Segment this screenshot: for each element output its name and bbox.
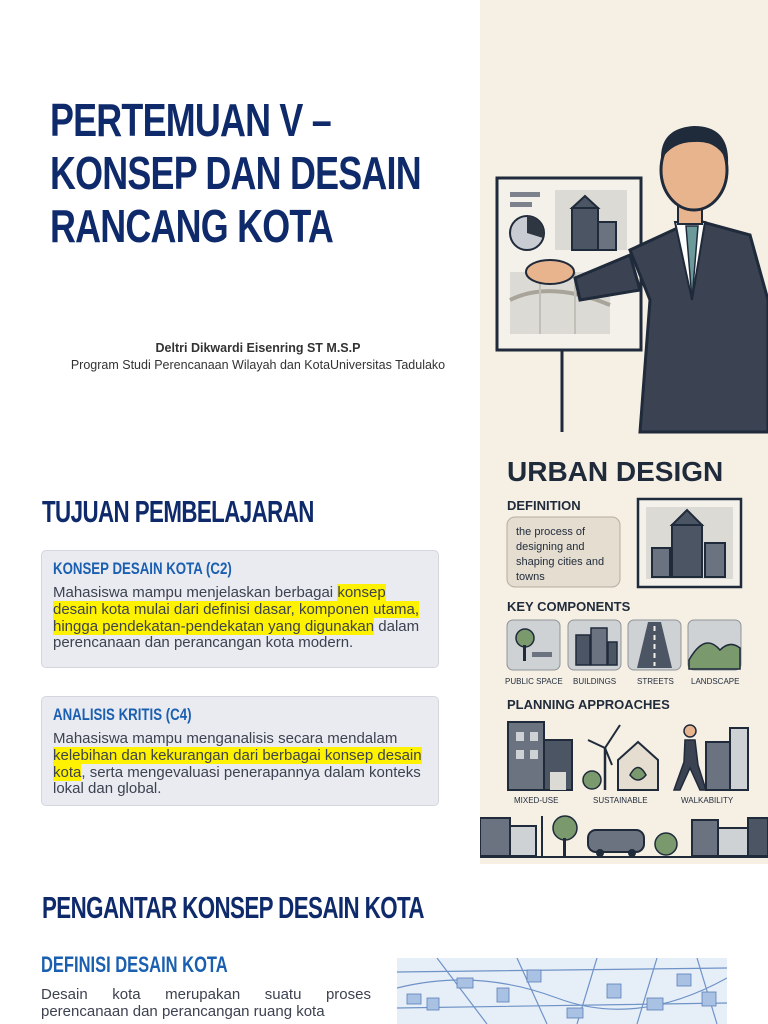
page-title: PERTEMUAN V – KONSEP DAN DESAIN RANCANG KOTA (50, 94, 421, 252)
approaches-label: PLANNING APPROACHES (507, 697, 670, 712)
illustration-svg (480, 0, 768, 864)
street-scene-icon (480, 816, 768, 857)
buildings-icon (568, 620, 621, 670)
city-frame-icon (638, 499, 741, 587)
definition-line: towns (516, 571, 545, 583)
public-space-icon (507, 620, 560, 670)
author-name: Deltri Dikwardi Eisenring ST M.S.P (155, 341, 361, 355)
approach-label: WALKABILITY (681, 796, 734, 805)
definition-line: the process of (516, 526, 586, 538)
card-text: Mahasiswa mampu menganalisis secara mendalam (53, 730, 398, 747)
approach-label: MIXED-USE (514, 796, 559, 805)
card-highlight: konsep desain kota mulai dari definisi dasar, komponen utama, hingga pendekatan-pendekatan yang digunakan (53, 584, 420, 635)
blueprint-svg (397, 958, 727, 1024)
objective-card-c2 (41, 550, 439, 668)
card-highlight: kelebihan dan kekurangan dari berbagai konsep desain kota (53, 746, 422, 781)
component-label: PUBLIC SPACE (505, 677, 563, 686)
component-label: BUILDINGS (573, 677, 617, 686)
intro-subheading: DEFINISI DESAIN KOTA (41, 952, 228, 977)
author-affiliation: Program Studi Perencanaan Wilayah dan KotaUniversitas Tadulako (70, 358, 446, 372)
approach-label: SUSTAINABLE (593, 796, 648, 805)
card-title: KONSEP DESAIN KOTA (C2) (53, 559, 232, 578)
definition-label: DEFINITION (507, 498, 581, 513)
walkability-icon (674, 725, 748, 790)
card-body (53, 585, 428, 652)
definition-line: shaping cities and (516, 556, 605, 568)
components-label: KEY COMPONENTS (507, 599, 631, 614)
infographic-title: URBAN DESIGN (507, 456, 724, 487)
sustainable-icon (583, 725, 658, 790)
presentation-board-icon (497, 178, 641, 432)
mixed-use-icon (508, 722, 572, 790)
objective-card-c4 (41, 696, 439, 806)
streets-icon (628, 620, 681, 670)
component-label: LANDSCAPE (691, 677, 740, 686)
intro-text: Desain kota merupakan suatu proses perencanaan dan perancangan ruang kota (41, 986, 371, 1020)
card-body (53, 731, 428, 798)
card-text: dalam perencanaan dan perancangan kota modern. (53, 617, 420, 652)
author-block (40, 340, 476, 374)
card-title: ANALISIS KRITIS (C4) (53, 705, 192, 724)
title-block (50, 94, 470, 253)
urban-design-illustration (480, 0, 768, 864)
objectives-heading: TUJUAN PEMBELAJARAN (42, 494, 314, 529)
component-label: STREETS (637, 677, 674, 686)
card-text: Mahasiswa mampu menjelaskan berbagai (53, 584, 338, 601)
card-text: , serta mengevaluasi penerapannya dalam konteks lokal dan global. (53, 763, 421, 798)
definition-line: designing and (516, 541, 585, 553)
intro-heading: PENGANTAR KONSEP DESAIN KOTA (42, 890, 424, 925)
city-blueprint-image (397, 958, 727, 1024)
landscape-icon (688, 620, 741, 670)
